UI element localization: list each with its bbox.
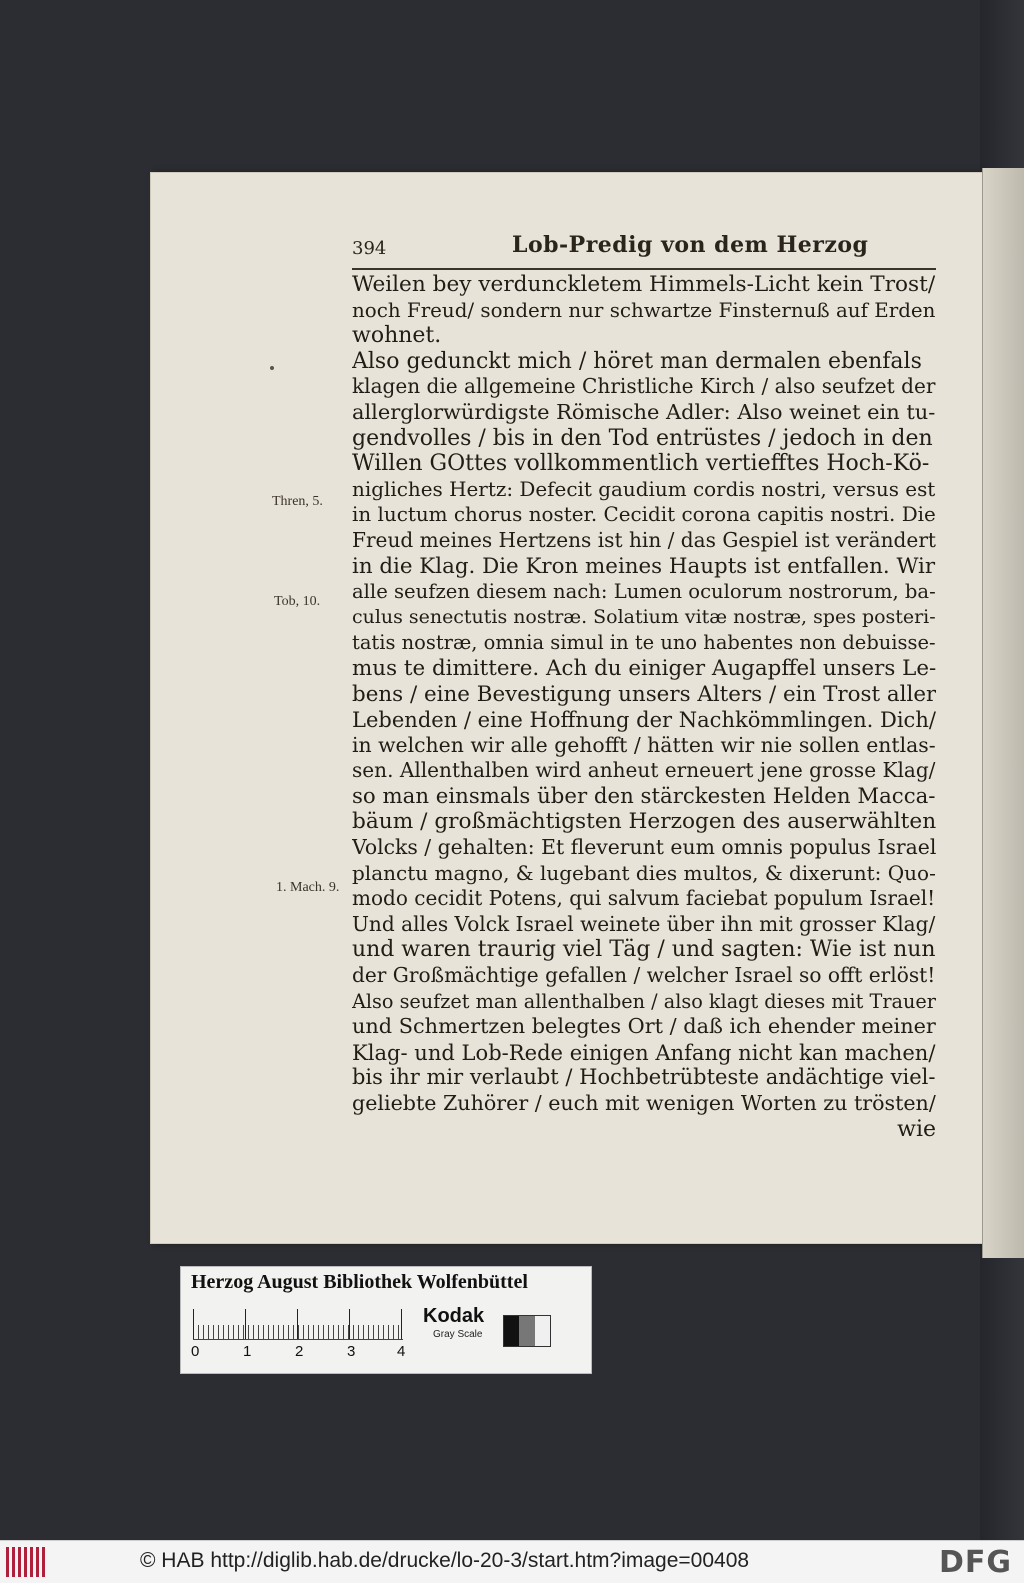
ruler-number: 1 — [243, 1343, 252, 1360]
color-calibration-card — [180, 1266, 592, 1374]
text-line: in die Klag. Die Kron meines Haupts ist entfallen. Wir — [352, 553, 936, 579]
page-edge — [982, 168, 1024, 1258]
text-line: noch Freud/ sondern nur schwartze Finsternuß auf Erden — [352, 298, 936, 322]
text-line: Volcks / gehalten: Et fleverunt eum omnis populus Israel — [352, 835, 936, 860]
text-line: so man einsmals über den stärckesten Helden Macca- — [352, 783, 936, 809]
margin-note-thren: Thren, 5. — [272, 494, 323, 509]
footer-bar — [0, 1540, 1024, 1583]
library-name: Herzog August Bibliothek Wolfenbüttel — [191, 1271, 528, 1293]
ruler-tick — [401, 1309, 402, 1339]
text-line: tatis nostræ, omnia simul in te uno habentes non debuisse- — [352, 631, 936, 655]
text-line: und waren traurig viel Täg / und sagten: Wie ist nun — [352, 937, 936, 963]
page-header — [352, 232, 936, 270]
text-line: allerglorwürdigste Römische Adler: Also weinet ein tu- — [352, 399, 936, 424]
text-line: geliebte Zuhörer / euch mit wenigen Worten zu trösten/ — [352, 1091, 936, 1115]
text-line: nigliches Hertz: Defecit gaudium cordis nostri, versus est — [352, 476, 936, 501]
ruler-tick — [245, 1309, 246, 1339]
text-line: culus senectutis nostræ. Solatium vitæ nostræ, spes posteri- — [352, 605, 936, 628]
text-line: in luctum chorus noster. Cecidit corona capitis nostri. Die — [352, 503, 936, 527]
text-line: in welchen wir alle gehofft / hätten wir nie sollen entlas- — [352, 732, 936, 757]
copyright-url[interactable]: © HAB http://diglib.hab.de/drucke/lo-20-3/start.htm?image=00408 — [140, 1549, 750, 1572]
ruler-tick — [193, 1309, 194, 1339]
ruler-number: 3 — [347, 1343, 356, 1360]
gray-swatches — [503, 1315, 551, 1347]
text-line: Weilen bey verdunckletem Himmels-Licht kein Trost/ — [352, 272, 936, 297]
text-line: Freud meines Hertzens ist hin / das Gespiel ist verändert — [352, 527, 936, 552]
text-line: planctu magno, & lugebant dies multos, & dixerunt: Quo- — [352, 860, 936, 885]
body-text — [352, 272, 936, 1142]
gray-scale-label: Gray Scale — [433, 1329, 483, 1340]
text-line: gendvolles / bis in den Tod entrüstes / jedoch in den — [352, 425, 933, 451]
text-line: klagen die allgemeine Christliche Kirch / also seufzet der — [352, 374, 936, 399]
margin-note-mach: 1. Mach. 9. — [276, 880, 340, 895]
text-line: der Großmächtige gefallen / welcher Israel so offt erlöst! — [352, 963, 936, 988]
text-line: Lebenden / eine Hoffnung der Nachkömmlingen. Dich/ — [352, 707, 936, 733]
page-number: 394 — [352, 238, 387, 259]
swatch-light — [535, 1316, 550, 1346]
ruler-number: 4 — [397, 1343, 406, 1360]
text-line: alle seufzen diesem nach: Lumen oculorum nostrorum, ba- — [352, 580, 936, 604]
text-line: bens / eine Bevestigung unsers Alters / ein Trost aller — [352, 681, 936, 707]
swatch-mid — [519, 1316, 534, 1346]
text-line: modo cecidit Potens, qui salvum faciebat populum Israel! — [352, 886, 936, 911]
text-line: sen. Allenthalben wird anheut erneuert jene grosse Klag/ — [352, 758, 936, 783]
text-line: Also seufzet man allenthalben / also klagt dieses mit Trauer — [352, 989, 936, 1013]
ruler-tick — [297, 1309, 298, 1339]
text-line: und Schmertzen belegtes Ort / daß ich ehender meiner — [352, 1014, 936, 1039]
text-line: wie — [897, 1116, 936, 1142]
ruler-number: 2 — [295, 1343, 304, 1360]
text-line: bis ihr mir verlaubt / Hochbetrübteste andächtige viel- — [352, 1065, 936, 1090]
text-line: mus te dimittere. Ach du einiger Augapffel unsers Le- — [352, 655, 936, 681]
dfg-logo: DFG — [938, 1545, 1012, 1580]
ruler-number: 0 — [191, 1343, 200, 1360]
text-line: Und alles Volck Israel weinete über ihn mit grosser Klag/ — [352, 911, 936, 936]
text-line: bäum / großmächtigsten Herzogen des auserwählten — [352, 809, 936, 835]
text-line: Also gedunckt mich / höret man dermalen ebenfals — [352, 348, 922, 374]
hab-logo-icon — [6, 1547, 46, 1577]
running-head: Lob-Predig von dem Herzog — [512, 232, 869, 258]
text-line: Willen GOttes vollkommentlich vertiefftes Hoch-Kö- — [352, 451, 930, 477]
margin-mark — [270, 366, 274, 370]
margin-note-tob: Tob, 10. — [274, 594, 321, 609]
text-line: wohnet. — [352, 323, 442, 349]
scale-ruler — [193, 1309, 403, 1340]
kodak-brand: Kodak — [423, 1305, 485, 1327]
ruler-tick — [349, 1309, 350, 1339]
swatch-dark — [504, 1316, 519, 1346]
text-line: Klag- und Lob-Rede einigen Anfang nicht kan machen/ — [352, 1039, 936, 1065]
